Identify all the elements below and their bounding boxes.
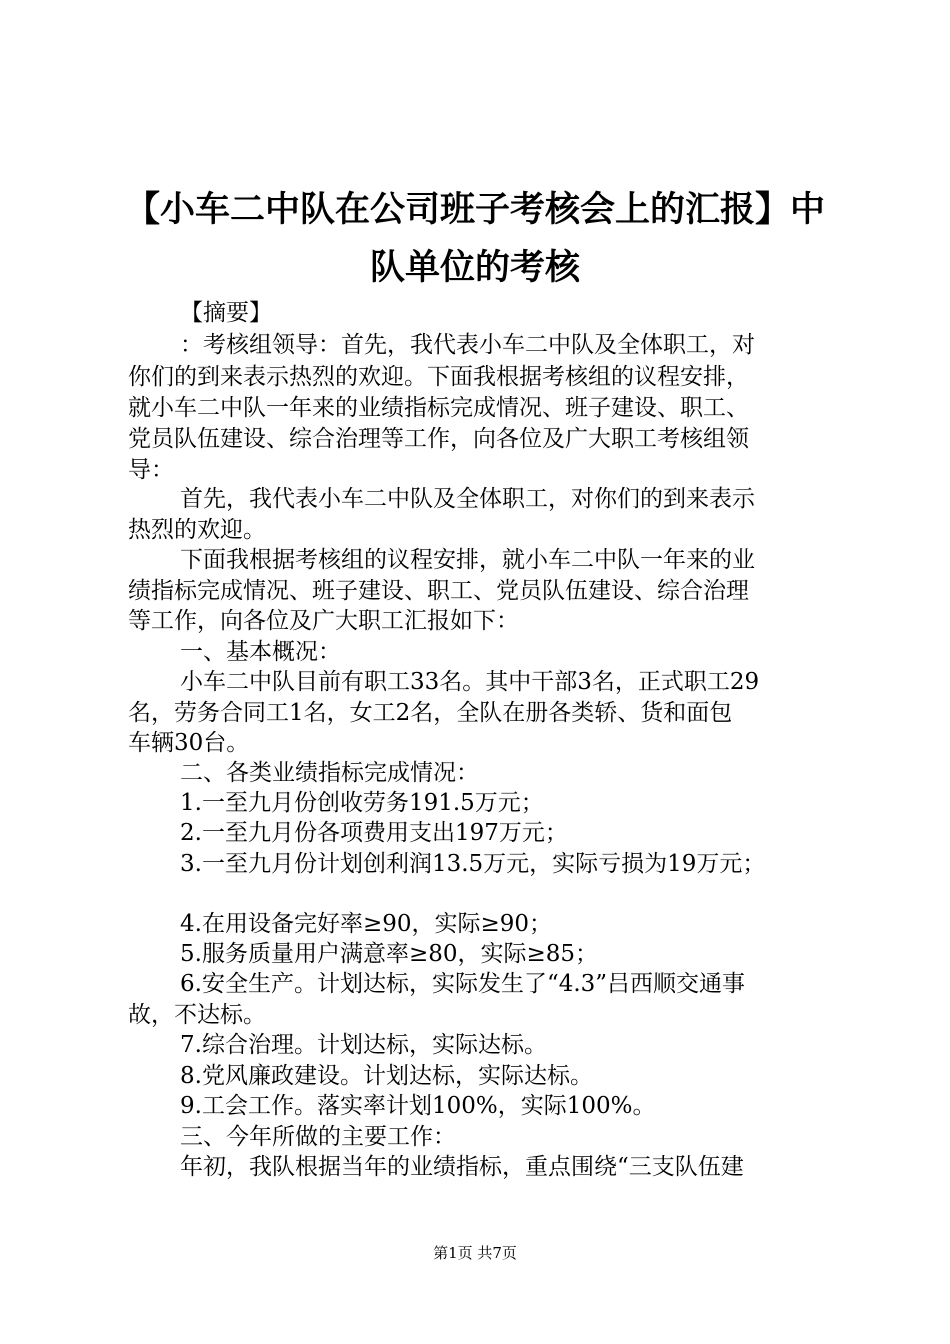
abstract-heading: 【摘要】 (180, 300, 272, 326)
paragraph-line: 热烈的欢迎。 (128, 517, 266, 543)
section-heading: 一、基本概况： (180, 639, 341, 665)
list-item: 5.服务质量用户满意率≥80，实际≥85； (180, 941, 599, 967)
paragraph-line: 年初，我队根据当年的业绩指标，重点围绕“三支队伍建 (180, 1154, 744, 1180)
paragraph-line: 党员队伍建设、综合治理等工作，向各位及广大职工考核组领 (128, 426, 749, 452)
list-item: 4.在用设备完好率≥90，实际≥90； (180, 911, 553, 937)
paragraph-line: 你们的到来表示热烈的欢迎。下面我根据考核组的议程安排， (128, 364, 749, 390)
paragraph-line: 等工作，向各位及广大职工汇报如下： (128, 608, 519, 634)
list-item: 9.工会工作。落实率计划100%，实际100%。 (180, 1093, 656, 1119)
list-item: 2.一至九月份各项费用支出197万元； (180, 820, 568, 846)
paragraph-line: 首先，我代表小车二中队及全体职工，对你们的到来表示 (180, 486, 755, 512)
list-item: 8.党风廉政建设。计划达标，实际达标。 (180, 1063, 593, 1089)
list-item: 3.一至九月份计划创利润13.5万元，实际亏损为19万元； (180, 851, 766, 877)
paragraph-line: 就小车二中队一年来的业绩指标完成情况、班子建设、职工、 (128, 395, 749, 421)
title-line-2: 队单位的考核 (369, 248, 580, 288)
list-item: 1.一至九月份创收劳务191.5万元； (180, 790, 544, 816)
paragraph-line: 车辆30台。 (128, 730, 250, 756)
paragraph-line: 小车二中队目前有职工33名。其中干部3名，正式职工29 (180, 669, 760, 695)
list-item: 6.安全生产。计划达标，实际发生了“4.3”吕西顺交通事 (180, 971, 746, 997)
section-heading: 二、各类业绩指标完成情况： (180, 760, 479, 786)
title-line-1: 【小车二中队在公司班子考核会上的汇报】中 (124, 190, 825, 230)
paragraph-line: 导： (128, 457, 174, 483)
paragraph-line: 名，劳务合同工1名，女工2名，全队在册各类轿、货和面包 (128, 700, 733, 726)
paragraph-line: ：考核组领导：首先，我代表小车二中队及全体职工，对 (180, 332, 755, 358)
section-heading: 三、今年所做的主要工作： (180, 1124, 456, 1150)
list-item: 7.综合治理。计划达标，实际达标。 (180, 1032, 547, 1058)
paragraph-line: 下面我根据考核组的议程安排，就小车二中队一年来的业 (180, 547, 755, 573)
paragraph-line: 绩指标完成情况、班子建设、职工、党员队伍建设、综合治理 (128, 578, 749, 604)
list-item-continuation: 故，不达标。 (128, 1002, 266, 1028)
page-footer: 第1页 共7页 (433, 1244, 517, 1262)
